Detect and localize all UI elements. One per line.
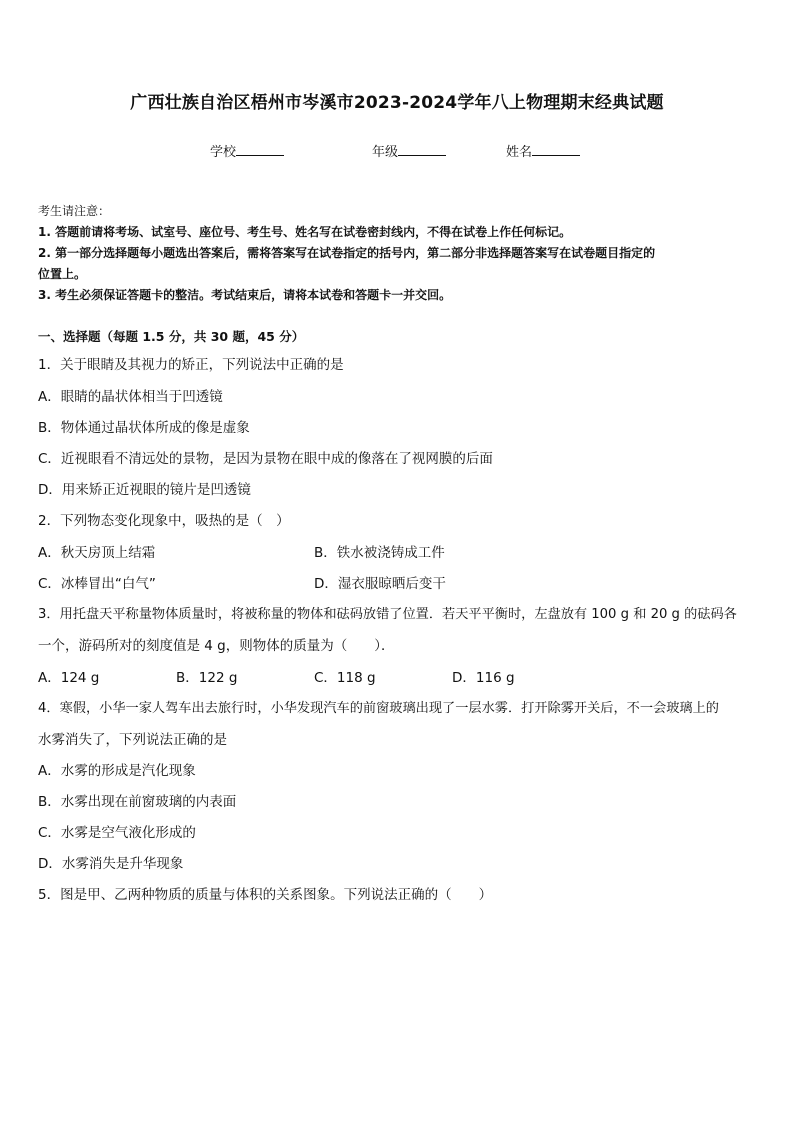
q2-option-b[interactable]: B．铁水被浇铸成工件 [314,545,445,561]
section-heading: 一、选择题（每题 1.5 分，共 30 题，45 分） [38,329,305,344]
exam-title: 广西壮族自治区梧州市岑溪市2023-2024学年八上物理期末经典试题 [130,93,664,113]
q1-stem: 1．关于眼睛及其视力的矫正，下列说法中正确的是 [38,357,344,373]
grade-blank[interactable] [398,143,446,156]
q4-option-a[interactable]: A．水雾的形成是汽化现象 [38,763,196,779]
q2-option-a[interactable]: A．秋天房顶上结霜 [38,545,156,561]
q3-option-a[interactable]: A．124 g [38,670,100,686]
name-blank[interactable] [532,143,580,156]
q3-stem-line1: 3．用托盘天平称量物体质量时，将被称量的物体和砝码放错了位置．若天平平衡时，左盘放有 100 g 和 20 g 的砝码各 [38,607,737,622]
q2-stem: 2．下列物态变化现象中，吸热的是（ ） [38,513,290,529]
q3-stem-line2: 一个，游码所对的刻度值是 4 g，则物体的质量为（ ）． [38,638,395,654]
notice-item-1: 1. 答题前请将考场、试室号、座位号、考生号、姓名写在试卷密封线内，不得在试卷上作任何标记。 [38,225,572,239]
q3-option-c[interactable]: C．118 g [314,670,376,686]
q1-option-b[interactable]: B．物体通过晶状体所成的像是虚象 [38,420,250,436]
q4-option-d[interactable]: D．水雾消失是升华现象 [38,856,184,872]
q3-option-b[interactable]: B．122 g [176,670,238,686]
grade-field[interactable] [372,141,446,160]
grade-label: 年级 [372,145,399,160]
q2-option-d[interactable]: D．湿衣服晾晒后变干 [314,576,446,592]
q4-option-b[interactable]: B．水雾出现在前窗玻璃的内表面 [38,794,237,810]
notice-item-2-cont: 位置上。 [38,267,87,281]
q4-stem-line2: 水雾消失了，下列说法正确的是 [38,732,227,748]
q4-stem-line1: 4．寒假，小华一家人驾车出去旅行时，小华发现汽车的前窗玻璃出现了一层水雾．打开除雾开关后，不一会玻璃上的 [38,701,719,716]
notice-item-3: 3. 考生必须保证答题卡的整洁。考试结束后，请将本试卷和答题卡一并交回。 [38,288,452,302]
q5-stem: 5．图是甲、乙两种物质的质量与体积的关系图象。下列说法正确的（ ） [38,887,493,903]
notice-item-2: 2. 第一部分选择题每小题选出答案后，需将答案写在试卷指定的括号内，第二部分非选择题答案写在试卷题目指定的 [38,246,656,260]
q4-option-c[interactable]: C．水雾是空气液化形成的 [38,825,196,841]
q2-option-c[interactable]: C．冰棒冒出“白气” [38,576,156,592]
q1-option-d[interactable]: D．用来矫正近视眼的镜片是凹透镜 [38,482,251,498]
q3-option-d[interactable]: D．116 g [452,670,515,686]
notice-heading: 考生请注意： [38,204,111,218]
name-field[interactable] [506,141,580,160]
name-label: 姓名 [506,145,533,160]
q1-option-c[interactable]: C．近视眼看不清远处的景物，是因为景物在眼中成的像落在了视网膜的后面 [38,451,493,467]
school-field[interactable] [210,141,284,160]
school-blank[interactable] [236,143,284,156]
q1-option-a[interactable]: A．眼睛的晶状体相当于凹透镜 [38,389,223,405]
school-label: 学校 [210,145,237,160]
